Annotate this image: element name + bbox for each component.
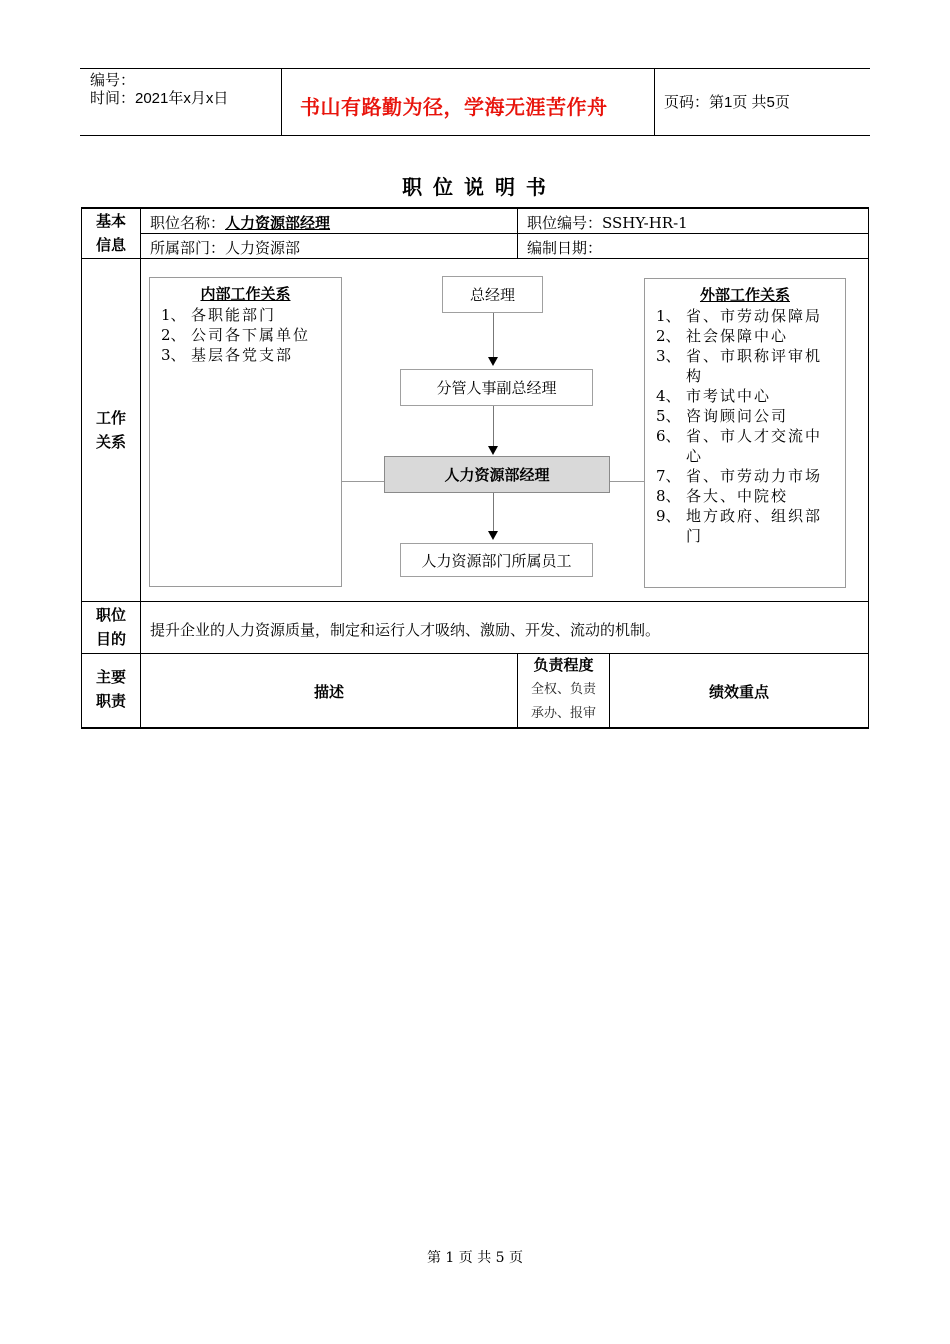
arrow-down-icon [488,357,498,366]
responsibility-levels-line1: 全权、负责 [530,682,596,697]
list-item-number: 3、 [161,346,186,364]
section-label-purpose: 职位 目的 [95,607,126,648]
list-item [656,506,837,546]
table-border [868,207,869,728]
org-node-hr-staff: 人力资源部门所属员工 [400,543,593,577]
internal-relations-box [149,277,342,587]
external-relations-box [644,278,846,588]
table-border [81,207,869,209]
list-item-text: 省、市人才交流中心 [686,427,823,465]
list-item-text: 省、市劳动力市场 [686,467,823,485]
internal-relations-title: 内部工作关系 [200,286,291,303]
list-item-text: 市考试中心 [686,387,772,405]
list-item-text: 咨询顾问公司 [686,407,789,425]
list-item-number: 8、 [656,487,681,505]
list-item-text: 基层各党支部 [191,346,294,364]
responsibility-levels-line2: 承办、报审 [530,706,596,721]
section-label-work-relations: 工作 关系 [95,410,126,451]
document-time-label: 时间：2021年x月x日 [90,90,229,107]
header-divider [281,68,282,136]
org-node-deputy-gm: 分管人事副总经理 [400,369,593,406]
list-item [161,325,341,345]
page-footer: 第 1 页 共 5 页 [426,1250,524,1266]
list-item-number: 2、 [656,327,681,345]
list-item-number: 2、 [161,326,186,344]
list-item [161,345,341,365]
list-item-text: 省、市劳动保障局 [686,307,823,325]
list-item-number: 4、 [656,387,681,405]
table-border [81,601,869,602]
org-node-hr-manager: 人力资源部经理 [384,456,610,493]
position-name-value: 人力资源部经理 [225,215,331,232]
table-border [81,258,869,259]
page-indicator: 页码：第1页 共5页 [664,94,790,111]
list-item-text: 各大、中院校 [686,487,789,505]
list-item [656,326,837,346]
department-field: 所属部门：人力资源部 [150,239,301,257]
list-item-text: 公司各下属单位 [191,326,311,344]
column-header-kpi: 绩效重点 [708,684,769,701]
list-item-number: 1、 [656,307,681,325]
table-border [81,653,869,654]
external-relations-title: 外部工作关系 [699,287,790,304]
list-item [161,305,341,325]
responsibility-title: 负责程度 [533,657,594,674]
list-item-number: 9、 [656,507,681,525]
position-name-label: 职位名称： [150,214,226,232]
position-code-field: 职位编号：SSHY-HR-1 [527,214,688,232]
external-relations-list [645,306,845,546]
column-header-description: 描述 [313,684,344,701]
list-item-text: 地方政府、组织部门 [686,507,823,545]
list-item-number: 1、 [161,306,186,324]
connector-line [610,481,644,482]
column-header-responsibility [518,655,609,726]
document-title: 职 位 说 明 书 [402,175,548,199]
org-connector [493,406,494,446]
list-item-number: 5、 [656,407,681,425]
list-item-text: 各职能部门 [191,306,277,324]
org-connector [493,313,494,357]
list-item [656,406,837,426]
list-item [656,386,837,406]
compile-date-field: 编制日期： [527,239,603,257]
list-item [656,306,837,326]
header-motto: 书山有路勤为径，学海无涯苦作舟 [300,97,608,119]
header-divider [654,68,655,136]
table-border [81,727,869,729]
list-item-number: 6、 [656,427,681,445]
list-item [656,466,837,486]
document-number-label: 编号： [90,72,136,89]
list-item-text: 省、市职称评审机构 [686,347,823,385]
arrow-down-icon [488,446,498,455]
arrow-down-icon [488,531,498,540]
header-bottom-rule [80,135,870,136]
section-label-duties: 主要 职责 [95,669,126,710]
list-item-text: 社会保障中心 [686,327,789,345]
org-connector [493,493,494,531]
org-node-general-manager: 总经理 [442,276,543,313]
position-name-field [150,212,330,233]
internal-relations-list [150,305,341,365]
header-top-rule [80,68,870,69]
list-item-number: 7、 [656,467,681,485]
table-border [140,207,141,728]
list-item [656,346,837,386]
purpose-text: 提升企业的人力资源质量，制定和运行人才吸纳、激励、开发、流动的机制。 [150,621,661,639]
table-border [141,233,868,234]
list-item [656,486,837,506]
table-border [517,207,518,259]
section-label-basic-info: 基本 信息 [95,213,126,254]
list-item [656,426,837,466]
list-item-number: 3、 [656,347,681,365]
connector-line [342,481,384,482]
